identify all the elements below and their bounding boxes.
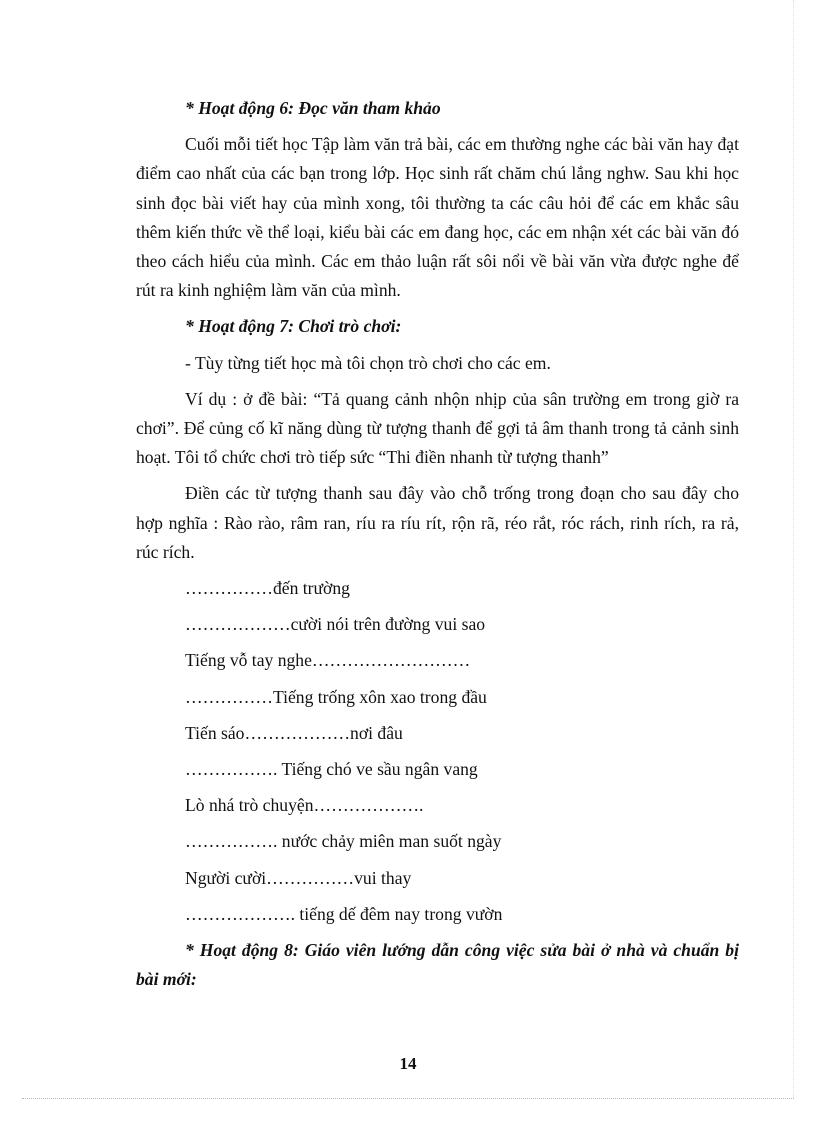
- page-edge-divider: [793, 0, 794, 1098]
- verse-line: Lò nhá trò chuyện……………….: [185, 795, 424, 816]
- footer-divider: [22, 1098, 794, 1099]
- verse-line: ………………cười nói trên đường vui sao: [185, 614, 486, 635]
- paragraph-game-intro: - Tùy từng tiết học mà tôi chọn trò chơi cho các em.: [185, 352, 551, 373]
- verse-line: ……………đến trường: [185, 578, 350, 599]
- verse-line: Người cười……………vui thay: [185, 867, 412, 888]
- verse-line: Tiếng vỗ tay nghe………………………: [185, 650, 471, 671]
- verse-line: ……………. Tiếng chó ve sầu ngân vang: [185, 759, 478, 780]
- heading-activity-7: * Hoạt động 7: Chơi trò chơi:: [185, 316, 402, 337]
- verse-line: ……………. nước chảy miên man suốt ngày: [185, 831, 502, 852]
- fill-in-verse: [136, 574, 739, 929]
- verse-line: Tiến sáo………………nơi đâu: [185, 722, 403, 743]
- paragraph-example: Ví dụ : ở đề bài: “Tả quang cảnh nhộn nhịp của sân trường em trong giờ ra chơi”. Để củng cố kĩ năng dùng từ tượng thanh để gợi tả âm thanh trong tả cảnh sinh hoạt. Tôi tổ chức chơi trò tiếp sức “Thi điền nhanh từ tượng thanh”: [136, 388, 739, 468]
- heading-activity-8: * Hoạt động 8: Giáo viên lướng dẫn công việc sửa bài ở nhà và chuẩn bị bài mới:: [136, 940, 739, 990]
- verse-line: ……………Tiếng trống xôn xao trong đầu: [185, 686, 487, 707]
- paragraph-activity-6: Cuối mỗi tiết học Tập làm văn trả bài, các em thường nghe các bài văn hay đạt điểm cao nhất của các bạn trong lớp. Học sinh rất chăm chú lắng nghw. Sau khi học sinh đọc bài viết hay của mình xong, tôi thường ta các câu hỏi để các em khắc sâu thêm kiến thức về thể loại, kiểu bài các em đang học, các em nhận xét các bài văn đó theo cách hiểu của mình. Các em thảo luận rất sôi nổi về bài văn vừa được nghe để rút ra kinh nghiệm làm văn của mình.: [136, 134, 739, 301]
- page-number: 14: [399, 1054, 417, 1073]
- page-content: [136, 94, 739, 994]
- heading-activity-6: * Hoạt động 6: Đọc văn tham khảo: [185, 98, 441, 118]
- paragraph-instruction: Điền các từ tượng thanh sau đây vào chỗ trống trong đoạn cho sau đây cho hợp nghĩa : Rào rào, râm ran, ríu ra ríu rít, rộn rã, réo rắt, róc rách, rinh rích, ra rả, rúc rích.: [136, 483, 739, 562]
- verse-line: ………………. tiếng dế đêm nay trong vườn: [185, 903, 503, 924]
